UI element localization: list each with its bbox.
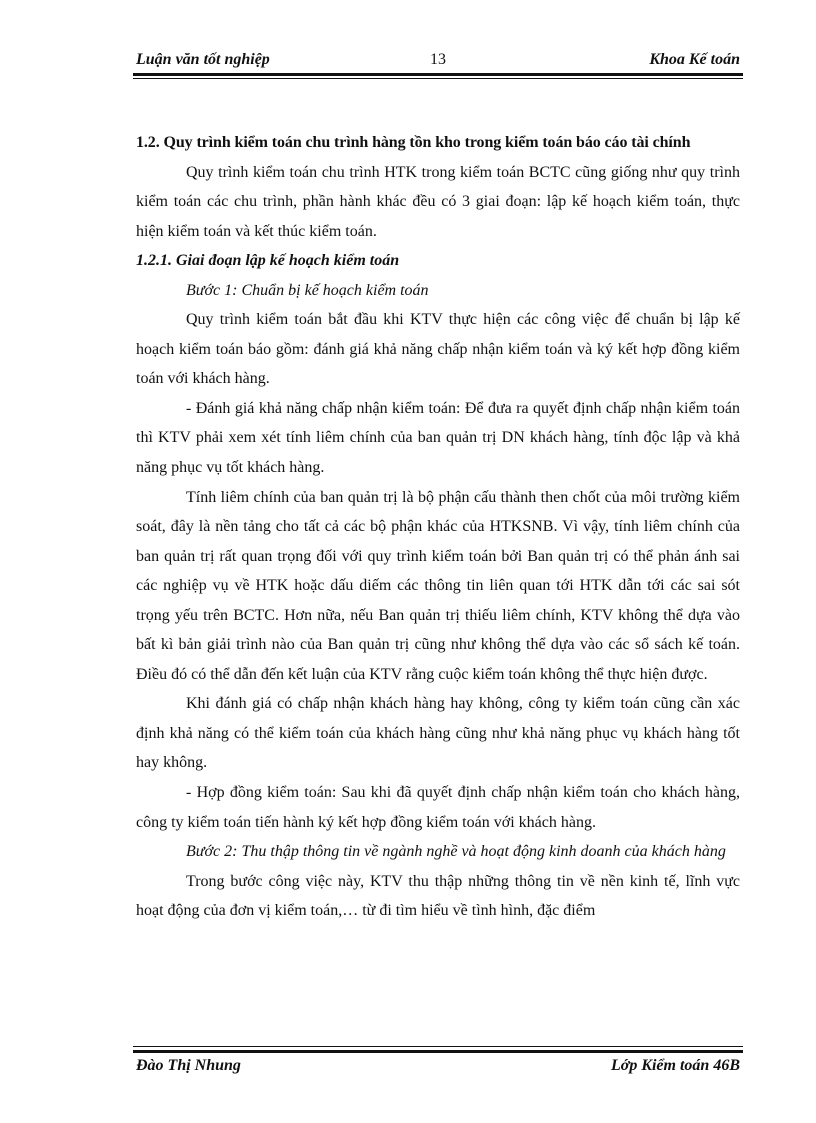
- header-rule-thin: [133, 78, 743, 79]
- step1-paragraph-4: Khi đánh giá có chấp nhận khách hàng hay không, công ty kiểm toán cũng cần xác định khả năng có thể kiểm toán của khách hàng cũng như khả năng phục vụ khách hàng tốt hay không.: [136, 695, 740, 772]
- step1-paragraph-5: - Hợp đồng kiểm toán: Sau khi đã quyết định chấp nhận kiểm toán cho khách hàng, công ty kiểm toán tiến hành ký kết hợp đồng kiểm toán với khách hàng.: [136, 784, 740, 831]
- step1-paragraph-2: - Đánh giá khả năng chấp nhận kiểm toán: Để đưa ra quyết định chấp nhận kiểm toán thì KTV phải xem xét tính liêm chính của ban quản trị DN khách hàng, tính độc lập và khả năng phục vụ tốt khách hàng.: [136, 399, 740, 477]
- step2-title: Bước 2: Thu thập thông tin về ngành nghề và hoạt động kinh doanh của khách hàng: [186, 843, 726, 861]
- page-number: 13: [430, 51, 446, 68]
- step2-paragraph-1: Trong bước công việc này, KTV thu thập những thông tin về nền kinh tế, lĩnh vực hoạt động của đơn vị kiểm toán,… từ đi tìm hiểu về tình hình, đặc điểm: [136, 872, 740, 920]
- page-body: [136, 128, 740, 926]
- section-intro-paragraph: Quy trình kiểm toán chu trình HTK trong kiểm toán BCTC cũng giống như quy trình kiểm toán các chu trình, phần hành khác đều có 3 giai đoạn: lập kế hoạch kiểm toán, thực hiện kiểm toán và kết thúc kiểm toán.: [136, 163, 740, 240]
- step1-paragraph-3: Tính liêm chính của ban quản trị là bộ phận cấu thành then chốt của môi trường kiểm soát, đây là nền tảng cho tất cả các bộ phận khác của HTKSNB. Vì vậy, tính liêm chính của ban quản trị rất quan trọng đối với quy trình kiểm toán bởi Ban quản trị có thể phản ánh sai các nghiệp vụ về HTK hoặc dấu diếm các thông tin liên quan tới HTK dẫn tới các sai sót trọng yếu trên BCTC. Hơn nữa, nếu Ban quản trị thiếu liêm chính, KTV không thể dựa vào bất kì bản giải trình nào của Ban quản trị cũng như không thể dựa vào các sổ sách kế toán. Điều đó có thể dẫn đến kết luận của KTV rằng cuộc kiểm toán không thể thực hiện được.: [136, 488, 740, 683]
- header-department: Khoa Kế toán: [649, 51, 740, 68]
- page-header: [136, 50, 740, 70]
- step1-title: Bước 1: Chuẩn bị kế hoạch kiểm toán: [186, 281, 429, 299]
- footer-class: Lớp Kiểm toán 46B: [610, 1057, 740, 1074]
- page-footer: [136, 1056, 740, 1076]
- footer-rule-thick: [133, 1050, 743, 1053]
- section-heading: 1.2. Quy trình kiểm toán chu trình hàng tồn kho trong kiểm toán báo cáo tài chính: [136, 134, 691, 151]
- header-rule-thick: [133, 73, 743, 76]
- footer-rule-thin: [133, 1046, 743, 1047]
- header-thesis-title: Luận văn tốt nghiệp: [136, 51, 270, 68]
- subsection-heading: 1.2.1. Giai đoạn lập kế hoạch kiểm toán: [136, 252, 400, 270]
- footer-author: Đào Thị Nhung: [136, 1057, 241, 1074]
- step1-paragraph-1: Quy trình kiểm toán bắt đầu khi KTV thực hiện các công việc để chuẩn bị lập kế hoạch kiểm toán báo gồm: đánh giá khả năng chấp nhận kiểm toán và ký kết hợp đồng kiểm toán với khách hàng.: [136, 311, 740, 388]
